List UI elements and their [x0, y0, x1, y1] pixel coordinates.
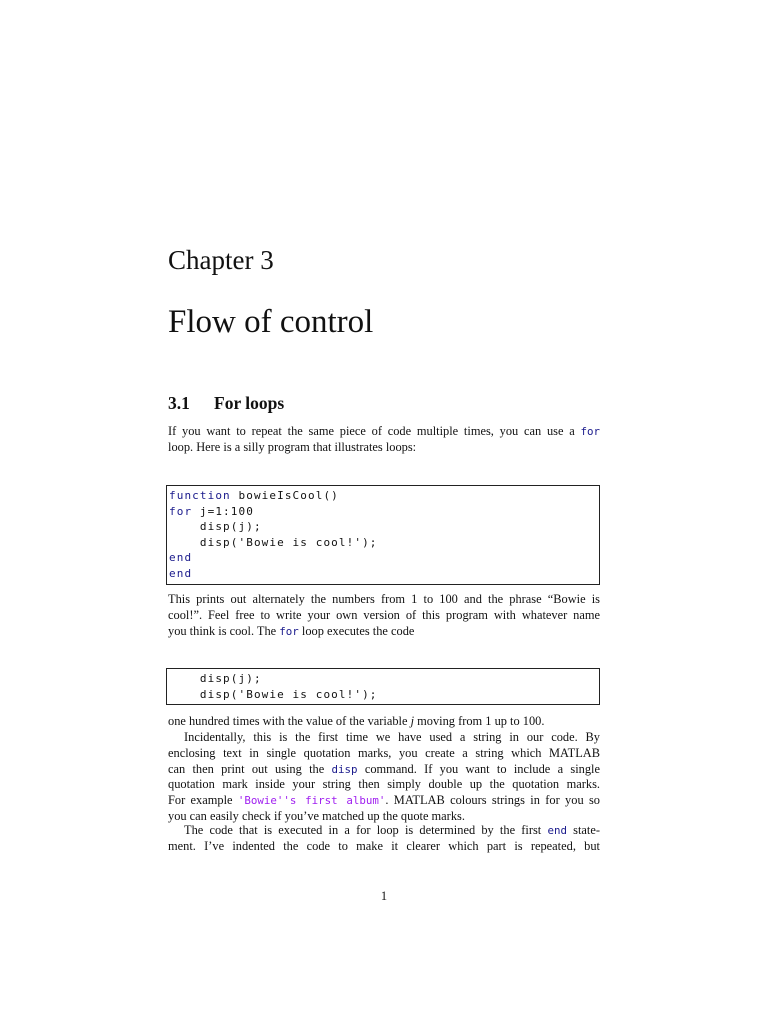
text-line: cool!”. Feel free to write your own version of this program with whatever name: [168, 607, 600, 622]
code-line: [169, 488, 599, 504]
text-line: Incidentally, this is the first time we have used a string in our code. By: [184, 730, 600, 744]
text-run: one hundred times with the value of the variable: [168, 714, 411, 728]
text-line: This prints out alternately the numbers from 1 to 100 and the phrase “Bowie is: [168, 592, 600, 606]
code-keyword: end: [169, 566, 193, 580]
text-run: loop executes the code: [298, 623, 415, 638]
inline-code: for: [580, 425, 600, 438]
section-title: For loops: [214, 393, 285, 413]
text-run: . MATLAB colours strings in for you so: [385, 793, 600, 808]
inline-code: disp: [331, 762, 358, 776]
text-line: quotation mark inside your string then simply double up the quotation marks.: [168, 777, 600, 792]
text-line: loop. Here is a silly program that illustrates loops:: [168, 439, 417, 454]
code-line: [169, 687, 599, 703]
inline-code: end: [547, 824, 567, 837]
code-line: [169, 671, 599, 687]
text-line: [168, 823, 600, 839]
code-keyword: end: [169, 551, 193, 565]
code-line: [169, 535, 599, 551]
text-run: you think is cool. The: [168, 623, 280, 638]
text-run: state-: [566, 823, 600, 837]
code-text: disp(j);: [169, 520, 262, 534]
code-keyword: for: [169, 504, 193, 518]
text-run: can then print out using the: [168, 761, 332, 776]
section-heading: [168, 391, 284, 415]
code-text: disp('Bowie is cool!');: [169, 535, 378, 549]
text-line: [168, 624, 600, 640]
intro-paragraph: [168, 424, 600, 456]
text-run: moving from 1 up to 100.: [414, 714, 545, 728]
chapter-title: Flow of control: [168, 304, 374, 340]
code-line: [169, 504, 599, 520]
code-keyword: function: [169, 489, 231, 502]
paragraph-code-executed: [168, 823, 600, 855]
text-run: command. If you want to include a single: [357, 761, 600, 776]
chapter-label: Chapter 3: [168, 245, 274, 275]
code-line: [169, 566, 599, 582]
inline-string: 'Bowie''s first album': [237, 794, 386, 808]
text-run: If you want to repeat the same piece of code multiple times, you can use a: [168, 424, 581, 438]
text-line: you can easily check if you’ve matched up the quote marks.: [168, 808, 465, 823]
code-line: [169, 550, 599, 566]
code-block-2: [166, 668, 600, 705]
code-text: j=1:100: [192, 504, 254, 518]
text-line: enclosing text in single quotation marks, you create a string which MATLAB: [168, 745, 600, 760]
text-line: [168, 793, 600, 809]
code-text: bowieIsCool(): [230, 489, 339, 502]
paragraph-after-code-2: [168, 714, 600, 730]
paragraph-incidentally: [168, 730, 600, 825]
text-run: For example: [168, 793, 238, 808]
code-text: disp(j);: [169, 672, 262, 685]
section-number: 3.1: [168, 393, 190, 413]
text-line: ment. I’ve indented the code to make it clearer which part is repeated, but: [168, 838, 600, 853]
variable-name: j: [410, 714, 415, 728]
code-block-1: [166, 485, 600, 585]
code-text: disp('Bowie is cool!');: [169, 687, 378, 701]
page-number: 1: [380, 889, 388, 903]
paragraph-after-code-1: [168, 592, 600, 639]
text-run: The code that is executed in a for loop is determined by the first: [184, 823, 548, 837]
code-line: [169, 519, 599, 535]
text-line: [168, 424, 600, 440]
text-line: [168, 762, 600, 778]
text-line: [168, 714, 600, 730]
inline-code: for: [279, 624, 299, 638]
